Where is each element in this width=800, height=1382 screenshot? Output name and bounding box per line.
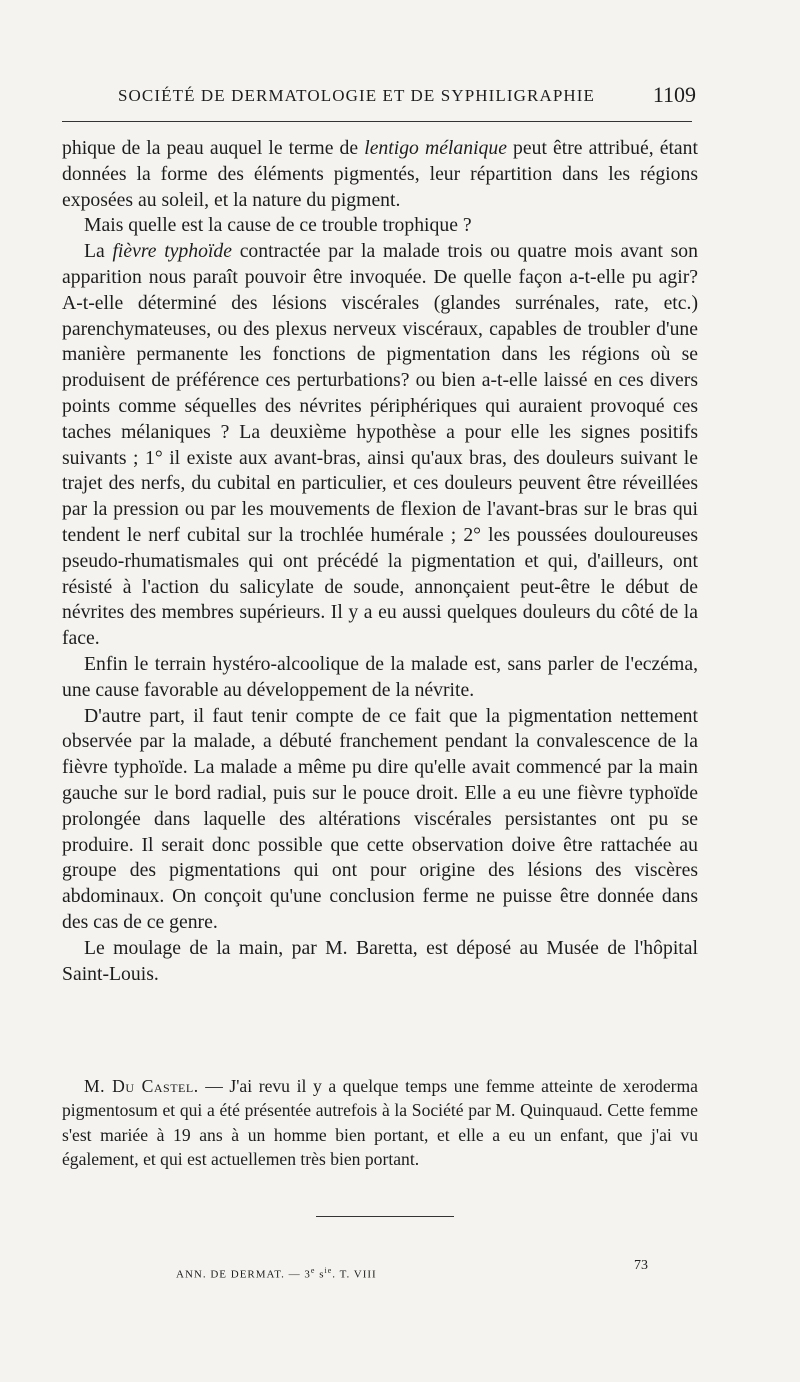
- paragraph-3-emphasis: fièvre typhoïde: [112, 240, 233, 263]
- footer-journal-b: s: [315, 1268, 325, 1281]
- footer-sup-2: ie: [324, 1266, 333, 1275]
- remark-text: — J'ai revu il y a quelque temps une femme atteinte de xeroderma pigmentosum et qui a été présentée autrefois à la Société par M. Quinquaud. Cette femme s'est mariée à 19 ans à un homme bien portant, et elle a eu un enfant, que j'ai vu également, et qui est actuellemen très bien portant.: [62, 1076, 698, 1169]
- paragraph-3-text-a: La: [84, 240, 113, 263]
- paragraph-3-text-b: contractée par la malade trois ou quatre mois avant son apparition nous paraît pouvoir être invoquée. De quelle façon a-t-elle pu agir? A-t-elle déterminé des lésions viscérales (glandes surrénales, rate, etc.) parenchymateuses, ou des plexus nerveux viscéraux, capables de troubler d'une manière permanente les fonctions de pigmentation dans les régions où se produisent de préférence ces perturbations? ou bien a-t-elle laissé en ces divers points comme séquelles des névrites périphériques qui auraient provoqué ces taches mélaniques ? La deuxième hypothèse a pour elle les signes positifs suivants ; 1° il existe aux avant-bras, ainsi qu'aux bras, des douleurs suivant le trajet des nerfs, du cubital en particulier, et ces douleurs peuvent être réveillées par la pression ou par les mouvements de flexion de l'avant-bras sur le bras qui tendent le nerf cubital sur la trochlée humérale ; 2° les poussées douloureuses pseudo-rhumatismales qui ont précédé la pigmentation et qui, d'ailleurs, ont résisté à l'action du salicylate de soude, annonçaient peut-être le début de névrites des membres supérieurs. Il y a eu aussi quelques douleurs du côté de la face.: [62, 240, 698, 650]
- paragraph-2: Mais quelle est la cause de ce trouble trophique ?: [84, 214, 472, 237]
- footer-journal-a: ANN. DE DERMAT. — 3: [176, 1268, 311, 1281]
- paragraph-6: Le moulage de la main, par M. Baretta, est déposé au Musée de l'hôpital Saint-Louis.: [62, 936, 698, 985]
- signature-mark: 73: [634, 1258, 648, 1273]
- paragraph-1-text-a: phique de la peau auquel le terme de: [62, 137, 365, 159]
- remark-paragraph: [62, 1074, 698, 1171]
- footer-journal-c: . T. VIII: [332, 1268, 377, 1281]
- paragraph-4: Enfin le terrain hystéro-alcoolique de la malade est, sans parler de l'eczéma, une cause favorable au développement de la névrite.: [62, 652, 698, 701]
- running-title: SOCIÉTÉ DE DERMATOLOGIE ET DE SYPHILIGRAPHIE: [118, 86, 596, 105]
- remark-speaker: M. Du Castel.: [84, 1076, 199, 1096]
- header-rule: [62, 121, 692, 122]
- paragraph-1-text-b: peut être attribué, étant données la forme des éléments pigmentés, leur répartition dans les régions exposées au soleil, et la nature du pigment.: [62, 137, 698, 211]
- paragraph-1: [62, 136, 698, 213]
- footer-sup-1: e: [310, 1266, 316, 1275]
- paragraph-3: [62, 239, 698, 652]
- paragraph-5: D'autre part, il faut tenir compte de ce fait que la pigmentation nettement observée par la malade, a débuté franchement pendant la convalescence de la fièvre typhoïde. La malade a même pu dire qu'elle avait commencé par la main gauche sur le bord radial, puis sur le pouce droit. Elle a eu une fièvre typhoïde prolongée dans laquelle des altérations viscérales persistantes ont pu se produire. Il serait donc possible que cette observation doive être rattachée au groupe des pigmentations qui ont pour origine des lésions des viscères abdominaux. On conçoit qu'une conclusion ferme ne puisse être donnée dans des cas de ce genre.: [62, 704, 698, 933]
- section-end-rule: [316, 1216, 454, 1217]
- paragraph-1-emphasis: lentigo mélanique: [364, 137, 507, 159]
- journal-footer: [176, 1266, 377, 1281]
- discussion-remark: [62, 1074, 698, 1171]
- main-text: [62, 136, 698, 987]
- running-head: [62, 82, 696, 110]
- page-number: 1109: [652, 82, 696, 107]
